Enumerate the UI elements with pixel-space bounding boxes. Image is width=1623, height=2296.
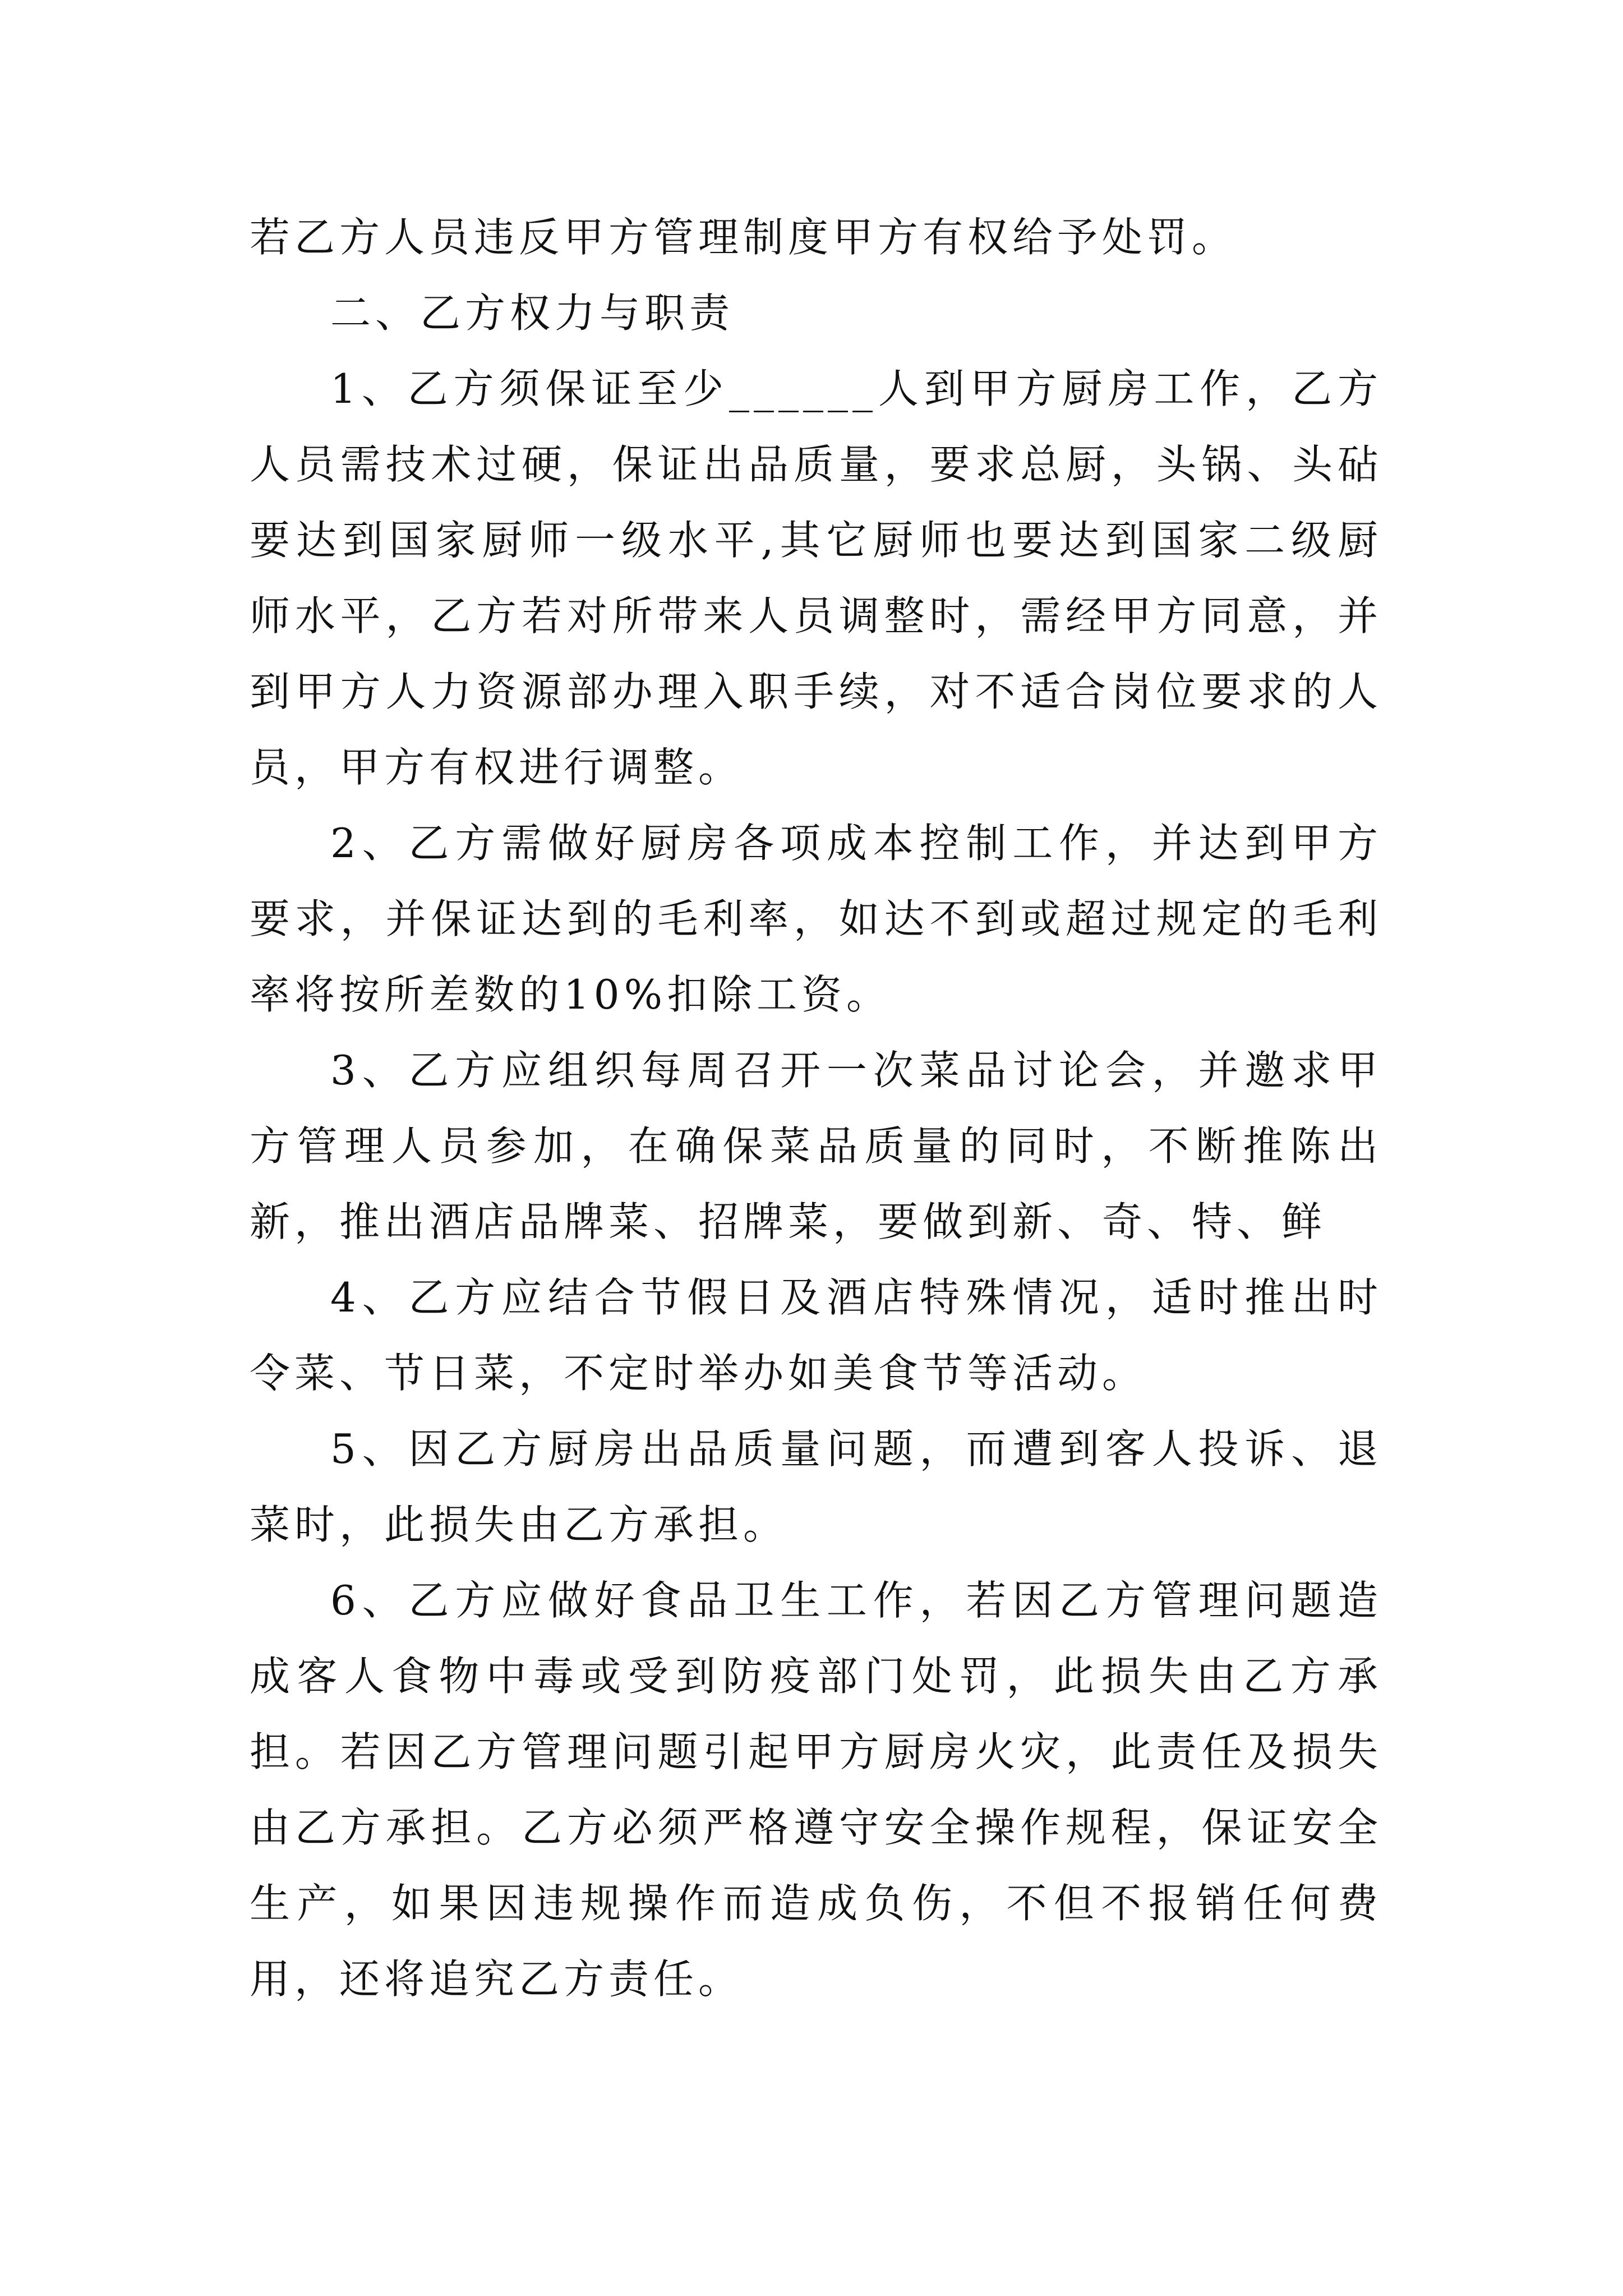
document-body — [250, 200, 1382, 2017]
section-heading-party-b-rights: 二、乙方权力与职责 — [330, 289, 735, 337]
paragraph-penalty-clause: 若乙方人员违反甲方管理制度甲方有权给予处罚。 — [250, 214, 1237, 261]
clause-5-quality-complaints: 5、因乙方厨房出品质量问题，而遭到客人投诉、退菜时，此损失由乙方承担。 — [250, 1425, 1382, 1548]
clause-2-cost-control: 2、乙方需做好厨房各项成本控制工作，并达到甲方要求，并保证达到的毛利率，如达不到或超过规定的毛利率将按所差数的10%扣除工资。 — [250, 820, 1382, 1018]
clause-3-menu-meeting: 3、乙方应组织每周召开一次菜品讨论会，并邀求甲方管理人员参加，在确保菜品质量的同时，不断推陈出新，推出酒店品牌菜、招牌菜，要做到新、奇、特、鲜 — [250, 1047, 1382, 1245]
clause-6-food-safety: 6、乙方应做好食品卫生工作，若因乙方管理问题造成客人食物中毒或受到防疫部门处罚，此损失由乙方承担。若因乙方管理问题引起甲方厨房火灾，此责任及损失由乙方承担。乙方必须严格遵守安全操作规程，保证安全生产，如果因违规操作而造成负伤，不但不报销任何费用，还将追究乙方责任。 — [250, 1577, 1382, 2003]
clause-4-seasonal-dishes: 4、乙方应结合节假日及酒店特殊情况，适时推出时令菜、节日菜，不定时举办如美食节等活动。 — [250, 1274, 1382, 1397]
clause-1-staffing: 1、乙方须保证至少______人到甲方厨房工作，乙方人员需技术过硬，保证出品质量，要求总厨，头锅、头砧要达到国家厨师一级水平,其它厨师也要达到国家二级厨师水平，乙方若对所带来人员调整时，需经甲方同意，并到甲方人力资源部办理入职手续，对不适合岗位要求的人员，甲方有权进行调整。 — [250, 365, 1382, 791]
